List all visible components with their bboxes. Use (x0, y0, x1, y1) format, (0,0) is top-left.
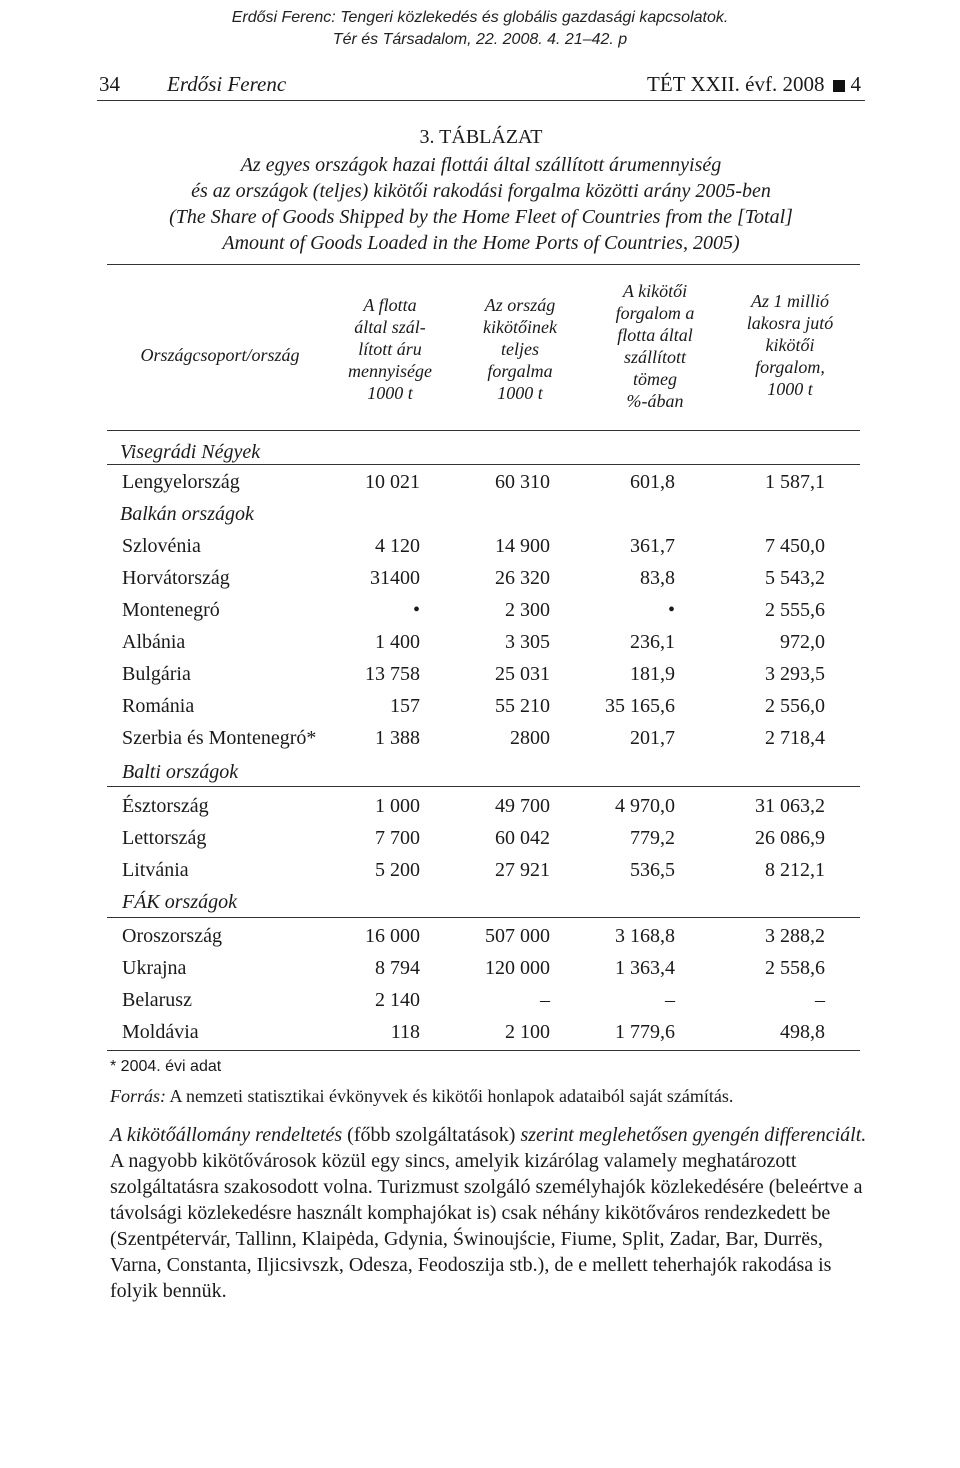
group-rule (107, 786, 860, 787)
fleet-value: 1 400 (375, 631, 420, 653)
table-row (0, 956, 960, 988)
ports-value: 2 300 (505, 599, 550, 621)
table-row (0, 726, 960, 758)
header-ports-line: teljes (501, 339, 539, 359)
header-per-million (725, 290, 855, 400)
running-author: Erdősi Ferenc (167, 72, 287, 96)
ports-value: 25 031 (495, 663, 550, 685)
paragraph-mid: (főbb szolgáltatások) (342, 1124, 521, 1146)
per-million-value: 2 558,6 (765, 957, 825, 979)
group-label: FÁK országok (122, 891, 237, 913)
group-rule (107, 917, 860, 918)
citation-line-2: Tér és Társadalom, 22. 2008. 4. 21–42. p (332, 31, 628, 48)
per-million-value: 5 543,2 (765, 567, 825, 589)
table-row (0, 566, 960, 598)
ports-value: 14 900 (495, 535, 550, 557)
ports-value: 60 310 (495, 471, 550, 493)
header-ports-line: kikötőinek (483, 317, 557, 337)
body-paragraph (110, 1122, 870, 1304)
table-top-rule (107, 264, 860, 265)
group-label: Balkán országok (120, 503, 254, 525)
header-ports-line: forgalma (487, 361, 553, 381)
group-row (0, 760, 960, 792)
share-value: 779,2 (630, 827, 675, 849)
table-label: 3. TÁBLÁZAT (419, 126, 543, 148)
header-ports (460, 294, 580, 404)
header-ports-line: 1000 t (497, 383, 543, 403)
table-row (0, 630, 960, 662)
ports-value: 507 000 (485, 925, 550, 947)
country-name: Észtország (122, 795, 209, 817)
country-name: Szlovénia (122, 535, 201, 557)
share-value: 35 165,6 (605, 695, 675, 717)
table-caption-line-3: (The Share of Goods Shipped by the Home Fleet of Countries from the [Total] (169, 206, 793, 228)
fleet-value: 7 700 (375, 827, 420, 849)
fleet-value: 1 388 (375, 727, 420, 749)
per-million-value: 31 063,2 (755, 795, 825, 817)
table-caption-line-1: Az egyes országok hazai flottái által szállított árumennyiség (240, 154, 722, 176)
table-caption-line-2: és az országok (teljes) kikötői rakodási forgalma közötti arány 2005-ben (191, 180, 771, 202)
country-name: Litvánia (122, 859, 189, 881)
fleet-value: 10 021 (365, 471, 420, 493)
group-rule (107, 464, 860, 465)
header-share-line: tömeg (633, 369, 677, 389)
table-row (0, 858, 960, 890)
page-number: 34 (99, 72, 120, 96)
fleet-value: 8 794 (375, 957, 420, 979)
share-value: 4 970,0 (615, 795, 675, 817)
share-value: 1 363,4 (615, 957, 675, 979)
per-million-value: 2 556,0 (765, 695, 825, 717)
share-value: 361,7 (630, 535, 675, 557)
country-name: Románia (122, 695, 195, 717)
source-text: A nemzeti statisztikai évkönyvek és kikötői honlapok adataiból saját számítás. (169, 1086, 734, 1106)
table-row (0, 598, 960, 630)
per-million-value: 26 086,9 (755, 827, 825, 849)
share-value: 536,5 (630, 859, 675, 881)
per-million-value: 7 450,0 (765, 535, 825, 557)
ports-value: 120 000 (485, 957, 550, 979)
fleet-value: 4 120 (375, 535, 420, 557)
share-value: 181,9 (630, 663, 675, 685)
fleet-value: 5 200 (375, 859, 420, 881)
header-fleet-line: lított áru (358, 339, 422, 359)
header-fleet-line: által szál- (354, 317, 426, 337)
fleet-value: 31400 (370, 567, 420, 589)
share-value: 601,8 (630, 471, 675, 493)
ports-value: 2800 (510, 727, 550, 749)
ports-value: 49 700 (495, 795, 550, 817)
country-name: Szerbia és Montenegró* (122, 727, 317, 749)
header-bottom-rule (107, 430, 860, 431)
share-value: 236,1 (630, 631, 675, 653)
country-name: Ukrajna (122, 957, 187, 979)
paragraph-rest: A nagyobb kikötővárosok közül egy sincs, amelyik kizárólag valamely meghatározott szolgáltatásra szakosodott volna. Turizmust szolgáló személyhajók közlekedésére (beleértve a távolsági közlekedésre használt komphajókat is) csak néhány kikötőváros rendezkedett be (Szentpétervár, Tallinn, Klaipėda, Gdynia, Świnoujście, Fiume, Split, Zadar, Bar, Durrës, Varna, Constanta, Iljicsivszk, Odesza, Feodoszija stb.), de e mellett teherhajók rakodása is folyik bennük. (110, 1150, 863, 1302)
share-value: 201,7 (630, 727, 675, 749)
table-row (0, 924, 960, 956)
table-row (0, 662, 960, 694)
table-footnote: * 2004. évi adat (110, 1058, 222, 1075)
header-fleet-line: mennyisége (348, 361, 432, 381)
header-fleet-line: A flotta (363, 295, 417, 315)
journal-name: TÉT XXII. évf. 2008 (647, 72, 825, 96)
fleet-value: 1 000 (375, 795, 420, 817)
header-fleet (335, 294, 445, 404)
ports-value: 3 305 (505, 631, 550, 653)
header-share-line: %-ában (626, 391, 684, 411)
per-million-value: 498,8 (780, 1021, 825, 1043)
ports-value: 26 320 (495, 567, 550, 589)
header-ports-line: Az ország (484, 295, 556, 315)
country-name: Oroszország (122, 925, 222, 947)
country-name: Albánia (122, 631, 186, 653)
country-name: Belarusz (122, 989, 192, 1011)
fleet-value: 118 (390, 1021, 420, 1043)
per-million-value: – (815, 989, 825, 1011)
ports-value: 60 042 (495, 827, 550, 849)
country-name: Bulgária (122, 663, 191, 685)
ports-value: 55 210 (495, 695, 550, 717)
share-value: – (665, 989, 675, 1011)
fleet-value: 157 (390, 695, 420, 717)
share-value: • (667, 599, 675, 621)
header-fleet-line: 1000 t (367, 383, 413, 403)
header-share-line: szállított (623, 347, 686, 367)
share-value: 3 168,8 (615, 925, 675, 947)
table-caption-line-4: Amount of Goods Loaded in the Home Ports of Countries, 2005) (222, 232, 740, 254)
citation-line-1: Erdősi Ferenc: Tengeri közlekedés és globális gazdasági kapcsolatok. (231, 9, 729, 26)
table-bottom-rule (107, 1050, 860, 1051)
running-header (97, 70, 865, 101)
fleet-value: 16 000 (365, 925, 420, 947)
table-row (0, 794, 960, 826)
paragraph-italic-lead: A kikötőállomány rendeltetés (110, 1124, 343, 1146)
table-row (0, 534, 960, 566)
country-name: Moldávia (122, 1021, 199, 1043)
journal-info (647, 72, 861, 97)
per-million-value: 972,0 (780, 631, 825, 653)
country-name: Lengyelország (122, 471, 240, 493)
table-row (0, 826, 960, 858)
fleet-value: 2 140 (375, 989, 420, 1011)
group-row (0, 502, 960, 534)
per-million-value: 2 718,4 (765, 727, 825, 749)
fleet-value: • (412, 599, 420, 621)
per-million-value: 2 555,6 (765, 599, 825, 621)
ports-value: 27 921 (495, 859, 550, 881)
table-row (0, 470, 960, 502)
header-country: Országcsoport/ország (140, 345, 300, 365)
header-share (590, 280, 720, 412)
share-value: 1 779,6 (615, 1021, 675, 1043)
per-million-value: 3 293,5 (765, 663, 825, 685)
header-per-million-line: 1000 t (767, 379, 813, 399)
header-per-million-line: forgalom, (755, 357, 825, 377)
group-label: Visegrádi Négyek (120, 441, 261, 463)
per-million-value: 3 288,2 (765, 925, 825, 947)
share-value: 83,8 (640, 567, 675, 589)
header-per-million-line: Az 1 millió (750, 291, 829, 311)
table-source (110, 1086, 733, 1107)
header-share-line: A kikötői (622, 281, 688, 301)
group-row (0, 440, 960, 472)
square-bullet-icon (833, 80, 845, 92)
fleet-value: 13 758 (365, 663, 420, 685)
table-row (0, 694, 960, 726)
group-label: Balti országok (122, 761, 239, 783)
country-name: Horvátország (122, 567, 230, 589)
journal-issue: 4 (850, 72, 861, 96)
per-million-value: 1 587,1 (765, 471, 825, 493)
header-per-million-line: lakosra jutó (746, 313, 834, 333)
ports-value: 2 100 (505, 1021, 550, 1043)
table-row (0, 988, 960, 1020)
table-row (0, 1020, 960, 1052)
ports-value: – (540, 989, 550, 1011)
header-per-million-line: kikötői (765, 335, 815, 355)
header-share-line: flotta által (617, 325, 693, 345)
header-share-line: forgalom a (615, 303, 695, 323)
country-name: Lettország (122, 827, 207, 849)
country-name: Montenegró (122, 599, 220, 621)
paragraph-italic-2: szerint meglehetősen gyengén differenciált. (520, 1124, 867, 1146)
per-million-value: 8 212,1 (765, 859, 825, 881)
source-lead: Forrás: (110, 1086, 167, 1106)
